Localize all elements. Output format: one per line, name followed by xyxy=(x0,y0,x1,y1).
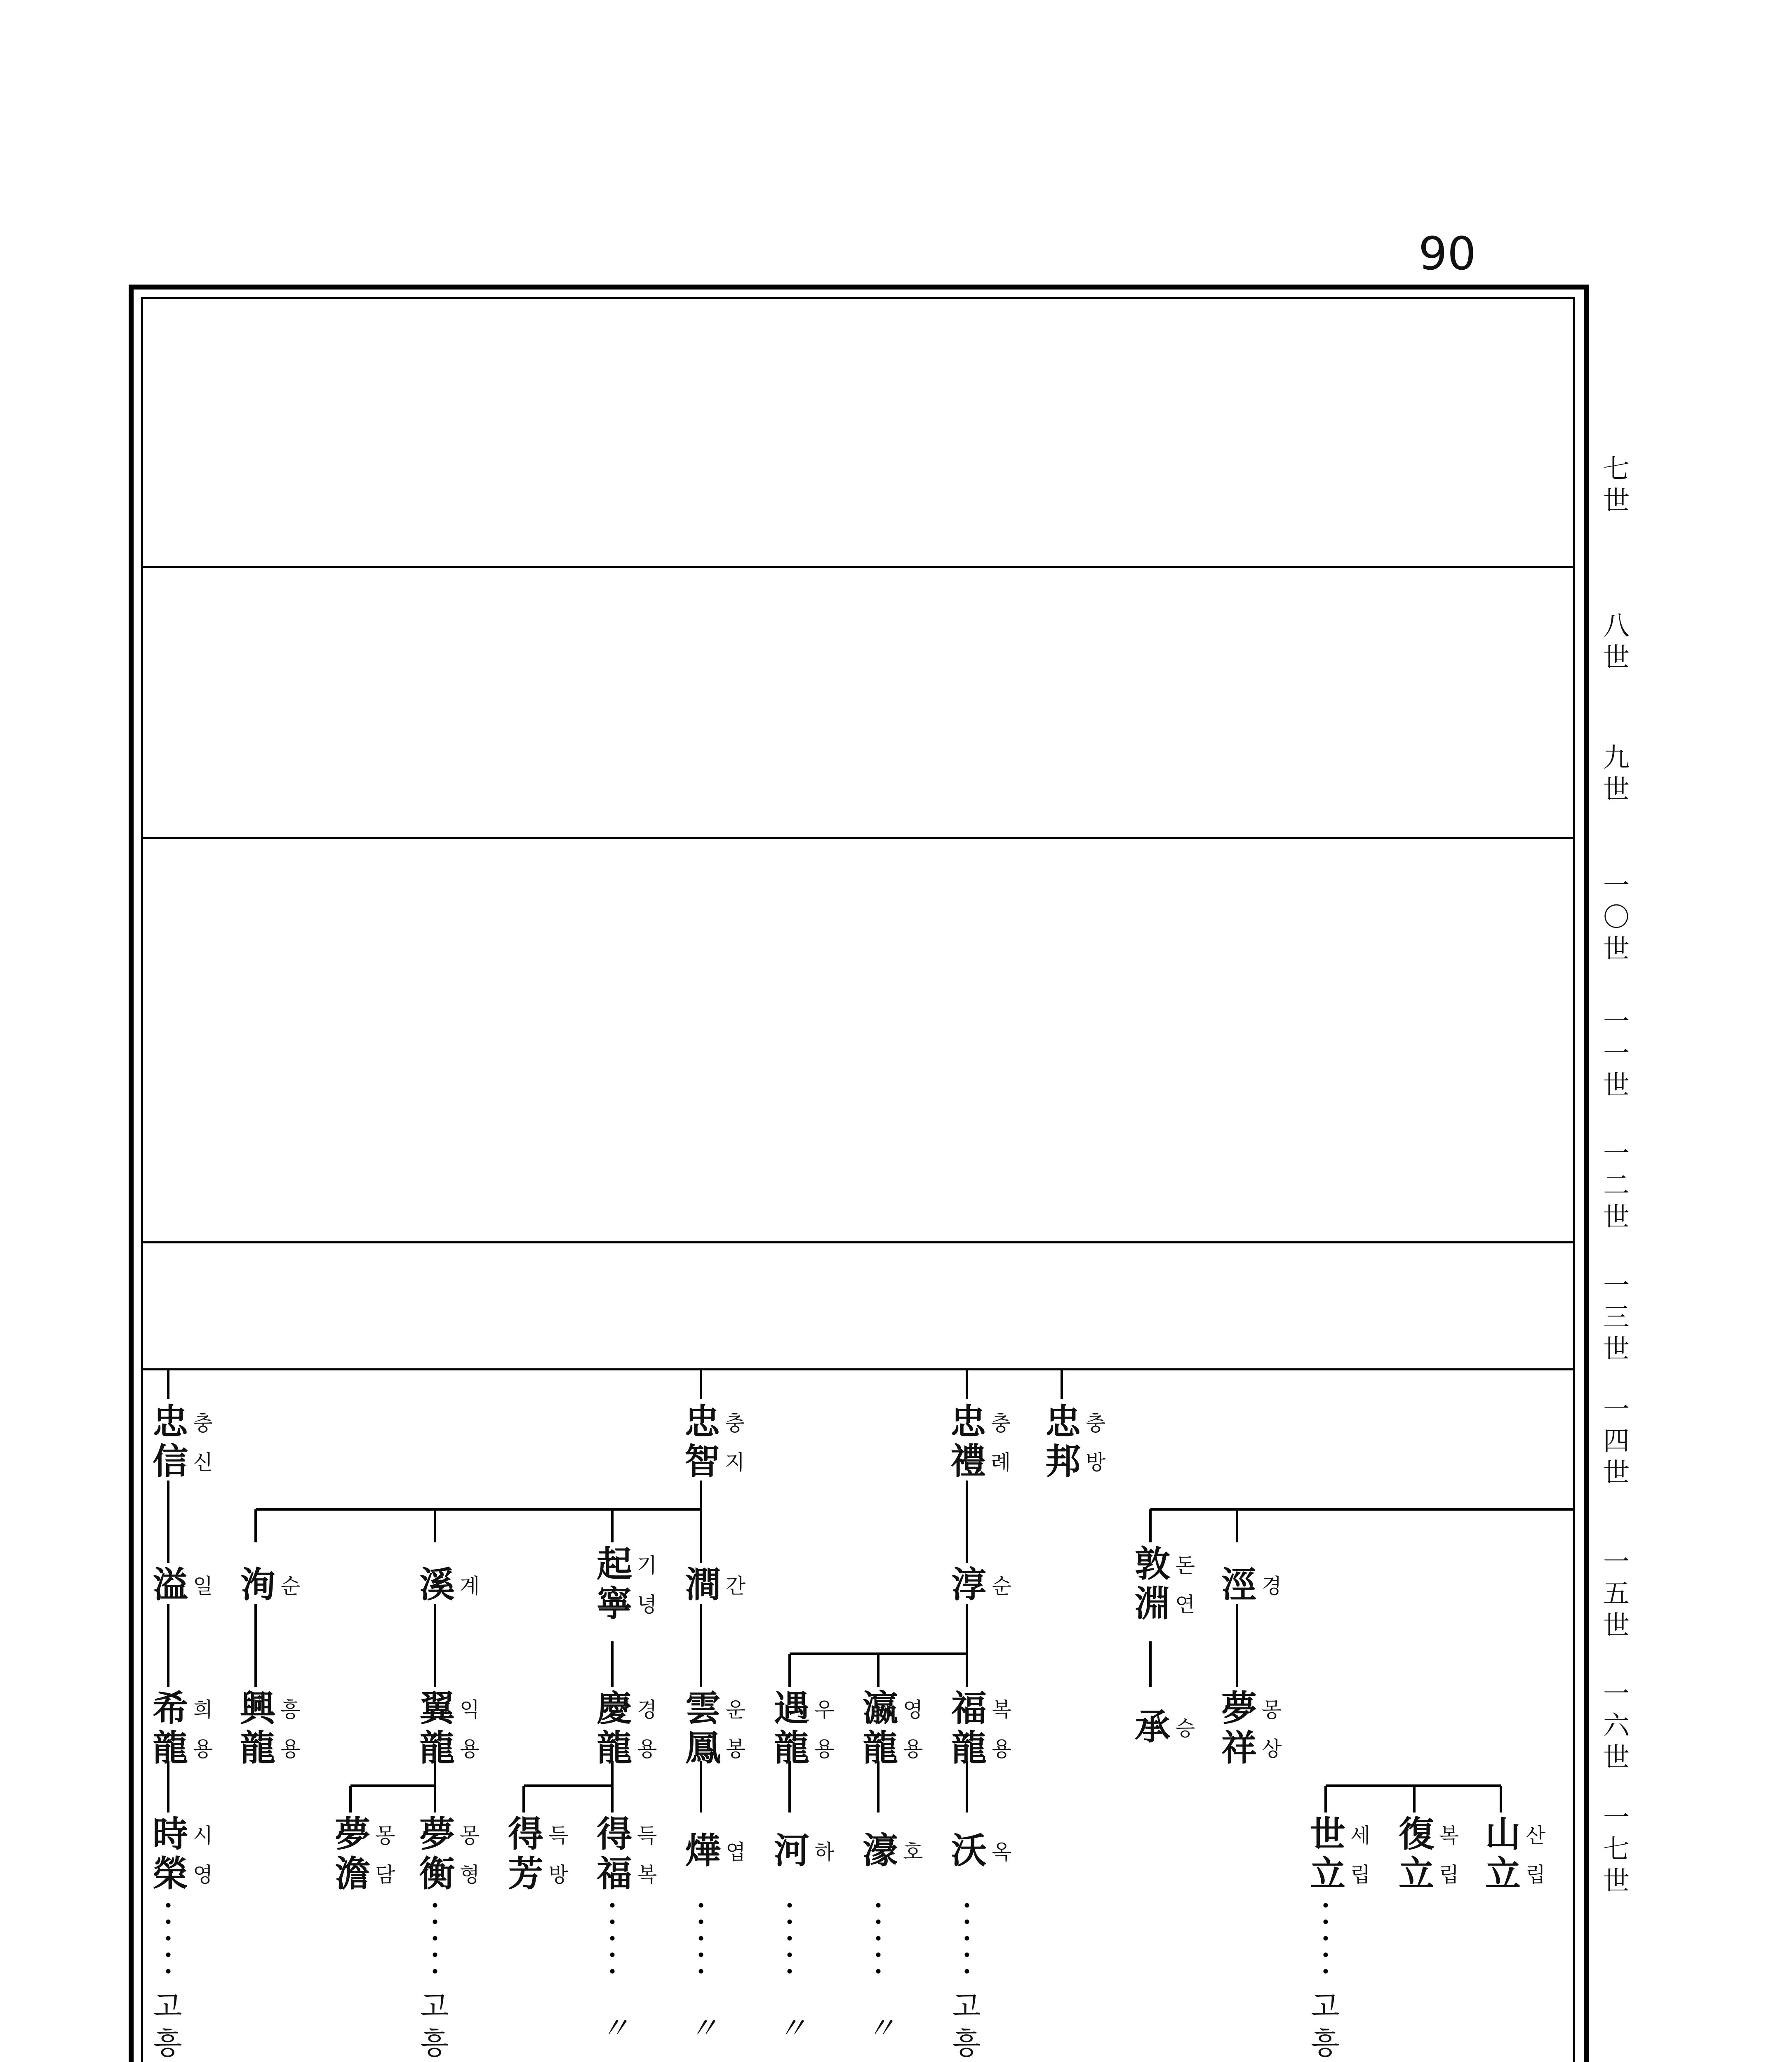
person-ok: 沃 옥 xyxy=(951,1830,1012,1871)
person-gyeong: 涇 경 xyxy=(1221,1564,1282,1605)
generation-label-14: 一 四 世 xyxy=(1603,1394,1630,1488)
person-seung: 承 승 xyxy=(1135,1706,1195,1748)
person-serip: 世 立 세 립 xyxy=(1310,1813,1371,1895)
goheung-label: 고 흥 xyxy=(1311,1989,1340,2061)
person-il: 溢 일 xyxy=(153,1564,213,1605)
person-sun-1: 洵 순 xyxy=(240,1564,301,1605)
person-monghyeong: 夢 衡 몽 형 xyxy=(419,1813,480,1895)
dotted-continuation xyxy=(165,1897,171,1984)
ditto-mark: 〃 xyxy=(689,2011,719,2046)
person-bokyong: 福 龍 복 용 xyxy=(951,1688,1012,1769)
person-mongsang: 夢 祥 몽 상 xyxy=(1221,1688,1282,1769)
dotted-continuation xyxy=(787,1897,793,1984)
generation-label-17: 一 七 世 xyxy=(1603,1803,1630,1897)
person-yeop: 燁 엽 xyxy=(685,1830,746,1871)
page-number: 90 xyxy=(1418,227,1476,280)
goheung-label: 고 흥 xyxy=(952,1989,981,2061)
person-sanrip: 山 立 산 립 xyxy=(1485,1813,1546,1895)
generation-label-9: 九 世 xyxy=(1603,743,1630,805)
dotted-continuation xyxy=(609,1897,615,1984)
ditto-mark: 〃 xyxy=(866,2011,896,2046)
person-gineyong: 起 寧 기 녕 xyxy=(597,1543,657,1625)
person-heungyong: 興 龍 흥 용 xyxy=(240,1688,301,1769)
dotted-continuation xyxy=(698,1897,704,1984)
generation-label-8: 八 世 xyxy=(1603,611,1630,673)
ditto-mark: 〃 xyxy=(600,2011,630,2046)
person-chungrye: 忠 禮 충 례 xyxy=(950,1401,1011,1483)
person-chungbang: 忠 邦 충 방 xyxy=(1045,1401,1106,1483)
person-bokrip: 復 立 복 립 xyxy=(1399,1813,1459,1895)
person-deukbang: 得 芳 득 방 xyxy=(508,1813,569,1895)
dotted-continuation xyxy=(432,1897,438,1984)
person-gan: 澗 간 xyxy=(685,1564,746,1605)
person-donyeon: 敦 淵 돈 연 xyxy=(1135,1543,1195,1625)
person-siyeong: 時 榮 시 영 xyxy=(153,1813,213,1895)
person-ha: 河 하 xyxy=(774,1830,835,1871)
ditto-mark: 〃 xyxy=(777,2011,807,2046)
generation-label-10: 一 〇 世 xyxy=(1603,871,1630,965)
generation-label-11: 一 一 世 xyxy=(1603,1007,1630,1101)
generation-label-16: 一 六 世 xyxy=(1603,1679,1630,1773)
generation-label-13: 一 三 世 xyxy=(1603,1271,1630,1365)
person-yeongyong: 瀛 龍 영 용 xyxy=(863,1688,923,1769)
person-gye: 溪 계 xyxy=(419,1564,480,1605)
person-ikyong: 翼 龍 익 용 xyxy=(419,1688,480,1769)
person-deukbok: 得 福 득 복 xyxy=(597,1813,657,1895)
goheung-label: 고 흥 xyxy=(420,1989,449,2061)
person-chungsin: 忠 信 충 신 xyxy=(153,1401,213,1483)
generation-label-15: 一 五 世 xyxy=(1603,1547,1630,1641)
generation-label-12: 一 二 世 xyxy=(1603,1139,1630,1233)
goheung-label: 고 흥 xyxy=(153,1989,182,2061)
person-huiyong: 希 龍 희 용 xyxy=(153,1688,213,1769)
dotted-continuation xyxy=(1323,1897,1329,1984)
person-uyong: 遇 龍 우 용 xyxy=(774,1688,835,1769)
person-mongdam: 夢 澹 몽 담 xyxy=(335,1813,395,1895)
person-ho: 濠 호 xyxy=(863,1830,923,1871)
dotted-continuation xyxy=(875,1897,881,1984)
person-sun-2: 淳 순 xyxy=(951,1564,1012,1605)
generation-label-7: 七 世 xyxy=(1603,454,1630,516)
person-chungji: 忠 智 충 지 xyxy=(684,1401,745,1483)
person-gyeongyong: 慶 龍 경 용 xyxy=(597,1688,657,1769)
dotted-continuation xyxy=(964,1897,970,1984)
person-unbong: 雲 鳳 운 봉 xyxy=(685,1688,746,1769)
